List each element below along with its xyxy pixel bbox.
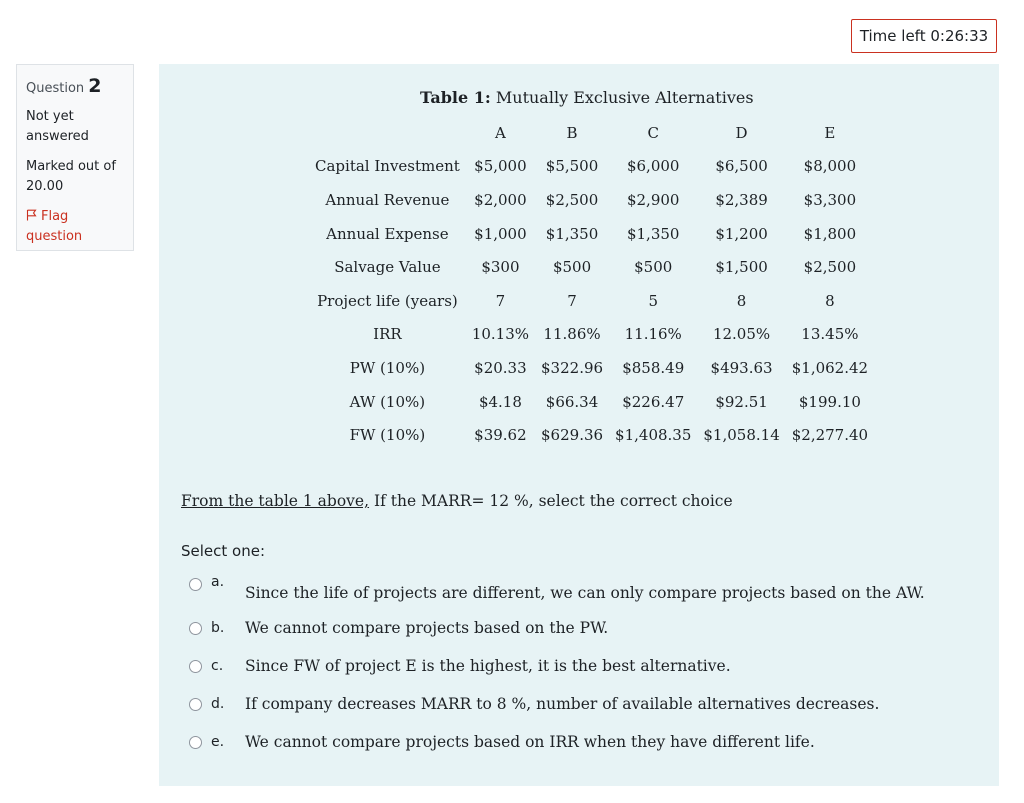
option-letter: b.: [211, 620, 225, 636]
row-label: IRR: [373, 325, 402, 344]
table-cell: $6,000: [626, 157, 680, 176]
row-label: Annual Expense: [326, 224, 449, 243]
table-row: [309, 284, 874, 318]
table-row: [309, 385, 874, 419]
table-cell: $858.49: [622, 358, 685, 377]
option-b-radio[interactable]: [189, 622, 202, 635]
table-cell: $199.10: [798, 392, 861, 411]
option-d[interactable]: [189, 692, 879, 716]
flag-question-link[interactable]: [26, 207, 124, 247]
table-cell: $226.47: [622, 392, 685, 411]
timer-text: Time left 0:26:33: [859, 27, 989, 45]
table-cell: $5,500: [545, 157, 599, 176]
option-letter: e.: [211, 734, 225, 750]
table-cell: $1,408.35: [615, 426, 692, 445]
option-text: We cannot compare projects based on the PW.: [245, 619, 609, 637]
table-cell: $1,800: [803, 224, 857, 243]
option-d-radio[interactable]: [189, 698, 202, 711]
table-cell: $5,000: [474, 157, 527, 176]
option-text: Since the life of projects are different, we can only compare projects based on the AW.: [245, 584, 925, 602]
option-text: Since FW of project E is the highest, it is the best alternative.: [245, 657, 731, 675]
table-cell: 11.16%: [624, 325, 682, 344]
table-cell: $500: [552, 258, 592, 277]
table-cell: $300: [481, 258, 520, 277]
table-caption: Table 1: Mutually Exclusive Alternatives: [420, 88, 754, 107]
table-row: [309, 351, 874, 385]
table-cell: $1,500: [715, 258, 768, 277]
option-e-radio[interactable]: [189, 736, 202, 749]
table-cell: $1,350: [626, 224, 680, 243]
table-cell: $8,000: [803, 157, 857, 176]
flag-icon: [26, 209, 38, 221]
table-cell: $493.63: [710, 358, 773, 377]
option-c-radio[interactable]: [189, 660, 202, 673]
column-header: D: [735, 123, 748, 142]
table-cell: 7: [567, 291, 577, 310]
table-cell: 5: [648, 291, 658, 310]
table-cell: $3,300: [803, 190, 857, 209]
option-text: If company decreases MARR to 8 %, number of available alternatives decreases.: [245, 695, 880, 713]
option-letter: d.: [211, 696, 225, 712]
question-grade: Marked out of 20.00: [26, 159, 116, 194]
select-one-label: Select one:: [181, 542, 266, 560]
table-cell: $1,000: [474, 224, 527, 243]
alternatives-table: [309, 116, 874, 452]
table-row: [309, 250, 874, 284]
table-cell: $1,058.14: [703, 426, 780, 445]
table-cell: $2,900: [626, 190, 680, 209]
column-header: B: [566, 123, 578, 142]
table-row: [309, 217, 874, 251]
option-a[interactable]: [189, 574, 925, 602]
table-cell: $500: [634, 258, 673, 277]
option-letter: c.: [211, 658, 224, 674]
table-row: [309, 183, 874, 217]
column-header: C: [647, 123, 659, 142]
question-number: Question 2: [26, 75, 102, 97]
row-label: FW (10%): [349, 426, 426, 445]
option-c[interactable]: [189, 654, 731, 678]
question-content: [159, 64, 999, 786]
table-cell: $2,277.40: [791, 426, 869, 445]
question-state: Not yet answered: [26, 109, 89, 144]
row-label: Capital Investment: [315, 157, 460, 176]
row-label: PW (10%): [349, 358, 426, 377]
table-cell: $1,200: [715, 224, 768, 243]
table-cell: 13.45%: [801, 325, 859, 344]
table-cell: $66.34: [545, 392, 599, 411]
time-left-timer: [851, 19, 997, 53]
table-cell: $6,500: [715, 157, 768, 176]
table-row: [309, 150, 874, 184]
table-cell: 12.05%: [712, 325, 771, 344]
table-cell: 8: [736, 291, 747, 310]
row-label: Salvage Value: [334, 258, 441, 277]
table-cell: 11.86%: [543, 325, 601, 344]
option-text: We cannot compare projects based on IRR when they have different life.: [245, 733, 815, 751]
table-cell: 10.13%: [471, 325, 530, 344]
option-letter: a.: [211, 574, 225, 590]
row-label: AW (10%): [349, 392, 426, 411]
table-cell: 8: [825, 291, 835, 310]
table-cell: $2,389: [715, 190, 768, 209]
column-header: E: [824, 123, 836, 142]
table-cell: $2,500: [803, 258, 857, 277]
flag-question-label: Flag question: [26, 209, 83, 244]
question-number-value: 2: [88, 75, 102, 97]
row-label: Project life (years): [317, 291, 458, 310]
corner-cell: [309, 116, 466, 150]
column-header: A: [494, 123, 506, 142]
table-cell: 7: [495, 291, 506, 310]
table-cell: $92.51: [715, 392, 768, 411]
option-b[interactable]: [189, 616, 608, 640]
table-cell: $4.18: [478, 392, 522, 411]
option-a-radio[interactable]: [189, 578, 202, 591]
table-cell: $2,500: [545, 190, 599, 209]
question-prompt: From the table 1 above, If the MARR= 12 %, select the correct choice: [181, 492, 733, 510]
table-header-row: [309, 116, 874, 150]
table-cell: $20.33: [474, 358, 527, 377]
table-row: [309, 418, 874, 452]
table-cell: $1,062.42: [791, 358, 869, 377]
table-cell: $629.36: [541, 426, 604, 445]
option-e[interactable]: [189, 730, 815, 754]
table-cell: $1,350: [545, 224, 599, 243]
table-cell: $322.96: [541, 358, 604, 377]
table-cell: $39.62: [474, 426, 527, 445]
question-info-panel: [16, 64, 134, 251]
table-cell: $2,000: [474, 190, 527, 209]
row-label: Annual Revenue: [325, 190, 450, 209]
table-row: [309, 318, 874, 352]
